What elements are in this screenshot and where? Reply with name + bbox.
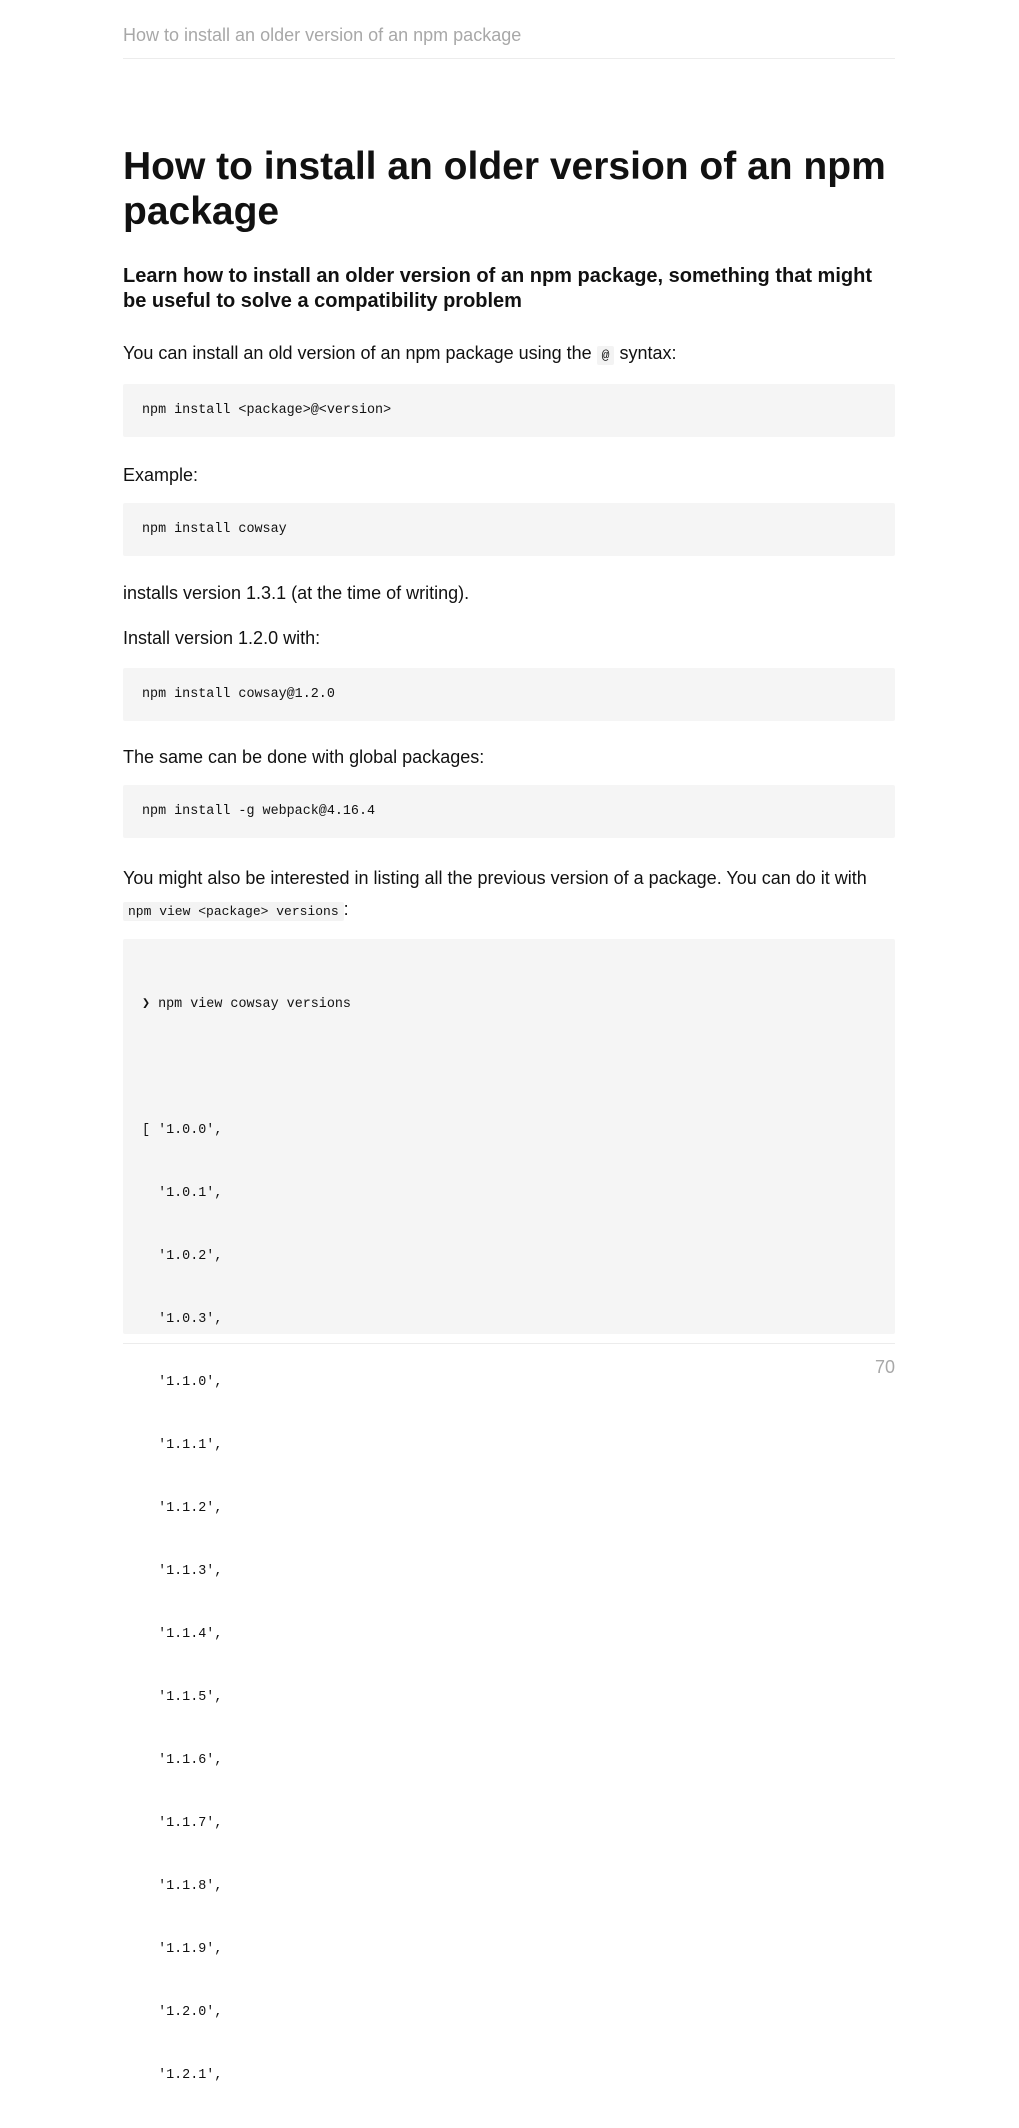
intro-paragraph [123,342,895,367]
listing-paragraph [123,863,895,927]
code-line: '1.1.5', [142,1690,223,1705]
header-divider [123,58,895,59]
listing-text-after: : [343,899,349,919]
install-120-paragraph: Install version 1.2.0 with: [123,628,321,648]
code-line: '1.1.2', [142,1501,223,1516]
running-header: How to install an older version of an npm package [123,25,522,45]
installs-paragraph: installs version 1.3.1 (at the time of writing). [123,583,470,603]
example-label: Example: [123,465,199,485]
article-title: How to install an older version of an npm package [123,145,886,233]
intro-text-before: You can install an old version of an npm package using the [123,343,597,363]
code-line: '1.0.3', [142,1312,223,1327]
code-block-global: npm install -g webpack@4.16.4 [123,785,895,838]
code-block-install-120: npm install cowsay@1.2.0 [123,668,895,721]
page-number: 70 [874,1357,895,1377]
code-line: '1.1.3', [142,1564,223,1579]
article-subtitle: Learn how to install an older version of an npm package, something that might be useful to solve a compatibility problem [123,265,872,312]
code-line: '1.1.1', [142,1438,223,1453]
code-line: '1.1.7', [142,1816,223,1831]
inline-code-npm-view: npm view <package> versions [123,902,344,921]
code-line: '1.0.2', [142,1249,223,1264]
code-line: '1.1.8', [142,1879,223,1894]
code-line: '1.1.9', [142,1942,223,1957]
listing-text-before: You might also be interested in listing all the previous version of a package. You can do it with [123,868,867,888]
code-line: '1.1.4', [142,1627,223,1642]
footer-divider [123,1343,895,1344]
inline-code-at: @ [597,346,615,365]
code-line: '1.2.1', [142,2068,223,2083]
code-block-example: npm install cowsay [123,503,895,556]
code-block-syntax: npm install <package>@<version> [123,384,895,437]
code-line: '1.0.1', [142,1186,223,1201]
code-blank-line [142,1057,876,1078]
versions-command: ❯ npm view cowsay versions [142,997,351,1012]
code-line: [ '1.0.0', [142,1123,223,1138]
code-line: '1.1.6', [142,1753,223,1768]
code-line: '1.2.0', [142,2005,223,2020]
code-line: '1.1.0', [142,1375,223,1390]
intro-text-after: syntax: [614,343,677,363]
global-paragraph: The same can be done with global packages: [123,747,485,767]
